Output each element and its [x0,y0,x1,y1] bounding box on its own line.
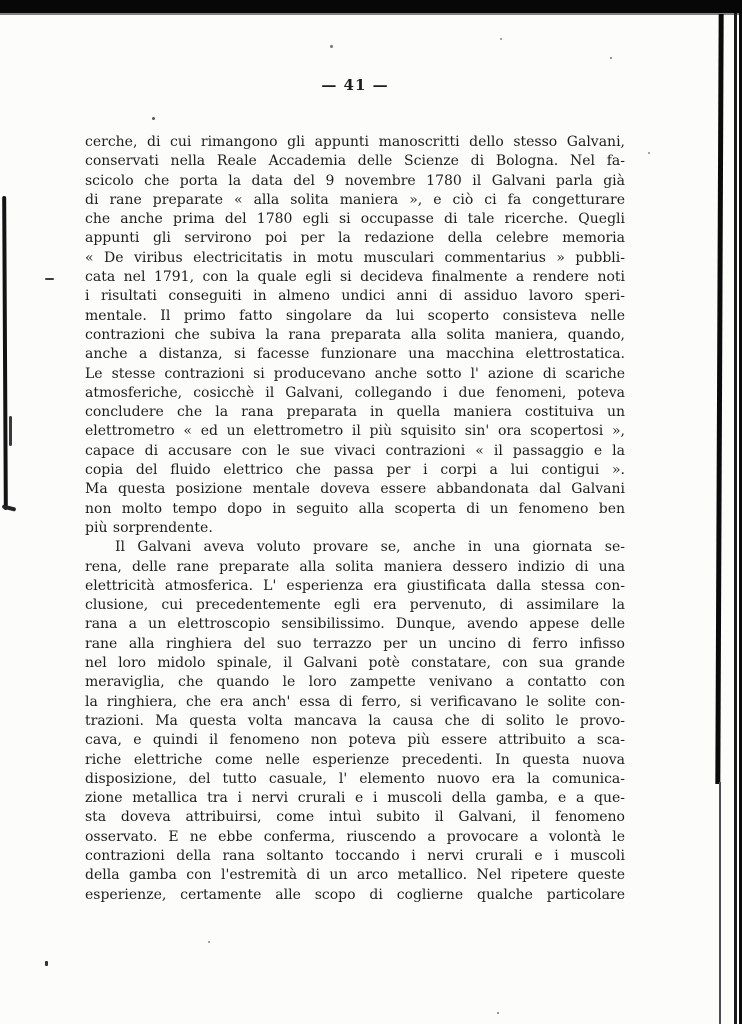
text-line: riche elettriche come nelle esperienze precedenti. In questa nuova [85,751,625,768]
text-line: osservato. E ne ebbe conferma, riuscendo a provocare a volontà le [85,828,625,845]
scan-right-edge-line [715,14,723,784]
text-line: che anche prima del 1780 egli si occupasse di tale ricerche. Quegli [85,211,625,228]
scan-right-edge-line-faint [719,782,721,1024]
scan-top-edge-shadow [0,13,742,15]
ink-speck [610,57,612,59]
text-line: trazioni. Ma questa volta mancava la causa che di solito le provo- [85,712,625,729]
text-line: cava, e quindi il fenomeno non poteva più essere attribuito a sca- [85,732,625,749]
text-line: Il Galvani aveva voluto provare se, anche in una giornata se- [115,539,625,556]
text-line: contrazioni della rana soltanto toccando i nervi crurali e i muscoli [85,847,625,864]
ink-speck [497,1012,499,1014]
text-line: scicolo che porta la data del 9 novembre 1780 il Galvani parla già [85,172,625,189]
text-line: meraviglia, che quando le loro zampette venivano a contatto con [85,674,625,691]
text-line: rana a un elettroscopio sensibilissimo. Dunque, avendo appese delle [85,616,625,633]
scan-left-edge-mark [9,416,12,446]
paragraph [85,538,625,905]
text-line: disposizione, del tutto casuale, l' elemento nuovo era la comunica- [85,770,625,787]
text-line: cerche, di cui rimangono gli appunti manoscritti dello stesso Galvani, [85,134,625,150]
page-number: — 41 — [321,76,389,94]
text-line: conservati nella Reale Accademia delle Scienze di Bologna. Nel fa- [85,153,625,170]
text-line: nel loro midolo spinale, il Galvani potè constatare, con sua grande [85,655,625,672]
text-line: clusione, cui precedentemente egli era pervenuto, di assimilare la [85,597,625,614]
paragraph [85,133,625,538]
text-line: cata nel 1791, con la quale egli si decideva finalmente a rendere noti [85,269,625,286]
text-line: di rane preparate « alla solita maniera », e ciò ci fa congetturare [85,191,625,208]
text-line: esperienze, certamente alle scopo di coglierne qualche particolare [85,886,625,903]
ink-speck [208,941,210,943]
text-line: elettricità atmosferica. L' esperienza era giustificata dalla stessa con- [85,577,625,594]
text-line: zione metallica tra i nervi crurali e i muscoli della gamba, e a que- [85,790,625,807]
text-line: la ringhiera, che era anch' essa di ferro, si verificavano le solite con- [85,693,625,710]
text-line: della gamba con l'estremità di un arco metallico. Nel ripetere queste [85,867,625,884]
text-line: mentale. Il primo fatto singolare da lui scoperto consisteva nelle [85,307,625,324]
ink-speck [45,961,48,966]
text-line: non molto tempo dopo in seguito alla scoperta di un fenomeno ben [85,500,625,517]
scan-top-edge [0,0,742,13]
ink-speck [500,38,502,40]
text-line: concludere che la rana preparata in quella maniera costituiva un [85,404,625,421]
text-line: rane alla ringhiera del suo terrazzo per un uncino di ferro infisso [85,635,625,652]
ink-speck [45,278,54,280]
text-line: rena, delle rane preparate alla solita maniera dessero indizio di una [85,558,625,575]
scan-left-edge-mark [2,196,8,510]
text-line: capace di accusare con le sue vivaci contrazioni « il passaggio e la [85,442,625,459]
text-line: più sorprendente. [85,519,213,536]
text-line: copia del fluido elettrico che passa per i corpi a lui contigui ». [85,462,625,479]
text-line: atmosferiche, cosicchè il Galvani, collegando i due fenomeni, poteva [85,384,625,401]
scan-right-edge-line [734,13,737,1024]
text-line: i risultati conseguiti in almeno undici anni di assiduo lavoro speri- [85,288,625,305]
text-block [85,133,625,905]
scan-left-edge-mark [2,504,17,511]
ink-speck [648,152,650,154]
text-line: appunti gli servirono poi per la redazione della celebre memoria [85,230,625,247]
ink-speck [330,45,333,48]
text-line: Ma questa posizione mentale doveva essere abbandonata dal Galvani [85,481,625,498]
text-line: « De viribus electricitatis in motu musculari commentarius » pubbli- [85,249,625,266]
text-line: sta doveva attribuirsi, come intuì subito il Galvani, il fenomeno [85,809,625,826]
text-line: contrazioni che subiva la rana preparata alla solita maniera, quando, [85,326,625,343]
text-line: Le stesse contrazioni si producevano anche sotto l' azione di scariche [85,365,625,382]
ink-speck [152,117,155,120]
text-line: anche a distanza, si facesse funzionare una macchina elettrostatica. [85,346,625,363]
text-line: elettrometro « ed un elettrometro il più squisito sin' ora scopertosi », [85,423,625,440]
